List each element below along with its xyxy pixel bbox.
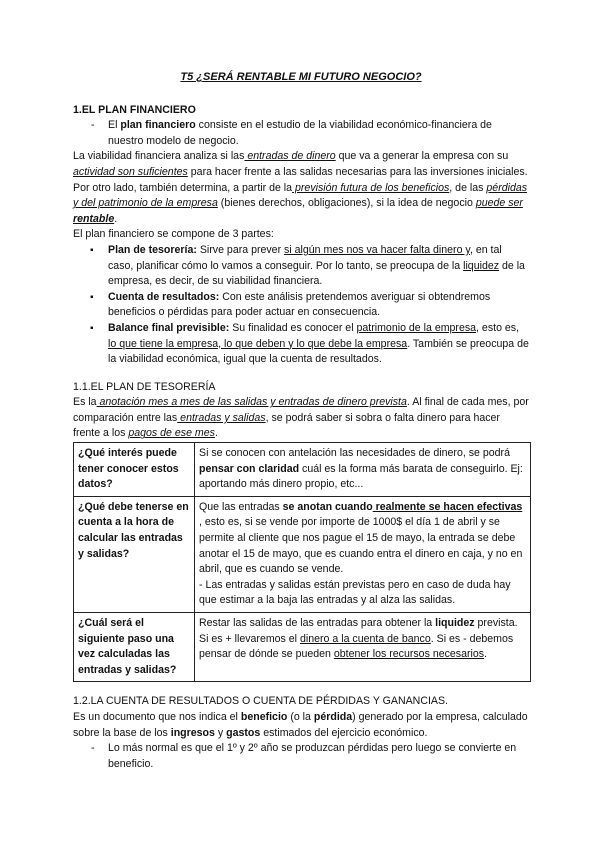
bold-term: Balance final previsible: <box>108 321 230 334</box>
underlined-text: obtener los recursos necesarios <box>333 648 485 661</box>
bold-term: se anotan cuando <box>282 500 373 513</box>
underlined-text: liquidez <box>463 259 500 272</box>
bold-term: Cuenta de resultados: <box>108 290 220 303</box>
bold-term: beneficio <box>240 710 288 723</box>
underlined-text: realmente se hacen efectivas <box>372 500 523 513</box>
list-item <box>108 290 529 321</box>
underlined-text: puede ser <box>475 197 523 210</box>
text: Con este análisis pretendemos averiguar si obtendremos beneficios o pérdidas para poder actuar en consecuencia. <box>108 290 491 319</box>
text: (o la <box>287 710 314 723</box>
parts-list <box>73 243 529 368</box>
section-1-2-heading: 1.2.LA CUENTA DE RESULTADOS O CUENTA DE PÉRDIDAS Y GANANCIAS. <box>73 695 448 708</box>
section-1-2-bullets <box>73 741 529 772</box>
table-row <box>74 496 531 612</box>
text: para hacer frente a las salidas necesarias para las inversiones iniciales. <box>187 165 528 178</box>
text: . Al final de cada mes, por comparación entre las <box>73 396 529 424</box>
text: y <box>214 726 227 739</box>
paragraph <box>73 395 529 442</box>
text: . <box>484 648 487 661</box>
text: prevista. Si es + llevaremos el <box>199 617 518 645</box>
text: Restar las salidas de las entradas para obtener la <box>199 617 436 629</box>
underlined-text: dinero a la cuenta de banco <box>299 632 431 645</box>
bold-term: pensar con claridad <box>199 462 300 475</box>
paragraph <box>73 710 529 741</box>
underlined-text: lo que tiene la empresa, lo que deben y lo que debe la empresa <box>108 337 408 350</box>
page-title: T5 ¿SERÁ RENTABLE MI FUTURO NEGOCIO? <box>180 71 422 83</box>
underlined-text: patrimonio de la empresa <box>356 321 477 334</box>
paragraph <box>73 149 529 180</box>
underlined-text: actividad son suficientes <box>73 165 188 178</box>
text: , de las <box>449 181 487 194</box>
list-item <box>108 243 529 290</box>
text: ) generado por la empresa, calculado sobre la base de los <box>73 710 528 739</box>
section-1-1-heading: 1.1.EL PLAN DE TESORERÍA <box>73 380 216 393</box>
text: , esto es, si se vende por importe de 1000$ el día 1 de abril y se permite al cliente que nos pague el 15 de mayo, la entrada se debe anotar el 15 de mayo, que es cuando entra el dinero en caja, y no en abril, que es cuando se vende. <box>199 516 523 576</box>
table-question: ¿Qué debe tenerse en cuenta a la hora de calcular las entradas y salidas? <box>74 496 195 612</box>
bold-term: plan financiero <box>120 119 196 132</box>
text: . Si es - debemos pensar de dónde se pueden <box>199 632 514 661</box>
text: , en tal caso, planificar cómo lo vamos a conseguir. Por lo tanto, se preocupa de la <box>108 243 502 272</box>
text: Sirve para prever <box>196 243 285 256</box>
text: cuál es la forma más barata de conseguirlo. Ej: aportando más dinero propio, etc... <box>199 462 523 491</box>
underlined-text: pagos de ese mes <box>128 427 215 440</box>
document-page <box>73 70 529 772</box>
table-answer <box>195 496 531 612</box>
text: , esto es, <box>476 321 520 334</box>
underlined-text: anotación mes a mes de las salidas y entradas de dinero prevista <box>96 396 407 409</box>
bold-term: Plan de tesorería: <box>108 243 197 256</box>
text: Por otro lado, también determina, a partir de la <box>73 181 293 194</box>
list-item <box>108 321 529 368</box>
table-row <box>74 613 531 682</box>
underlined-text: pérdidas y del patrimonio de la empresa <box>73 181 528 210</box>
bold-term: ingresos <box>170 726 215 739</box>
text: que va a generar la empresa con su <box>335 150 509 163</box>
table-question: ¿Cuál será el siguiente paso una vez calculadas las entradas y salidas? <box>74 613 195 682</box>
text: consiste en el estudio de la viabilidad económico-financiera de nuestro modelo de negocio. <box>108 119 492 147</box>
text: de la empresa, es decir, de su viabilidad financiera. <box>108 259 525 288</box>
text: . <box>114 212 118 225</box>
list-item: - Lo más normal es que el 1º y 2º año se produzcan pérdidas pero luego se convierte en beneficio. <box>108 741 529 772</box>
section-1-bullets <box>73 118 529 149</box>
text: estimados del ejercicio económico. <box>260 726 428 739</box>
underlined-text: entradas y salidas <box>177 411 266 424</box>
underlined-text: entradas de dinero <box>244 150 336 163</box>
paragraph <box>73 181 529 228</box>
underlined-text: previsión futura de los beneficios <box>292 181 450 194</box>
section-1-heading: 1.EL PLAN FINANCIERO <box>73 103 196 116</box>
list-item <box>108 118 529 149</box>
text: . También se preocupa de la viabilidad económica, igual que la cuenta de resultados. <box>108 337 529 366</box>
paragraph: El plan financiero se compone de 3 partes: <box>73 228 274 241</box>
tesoreria-table <box>73 442 531 682</box>
table-answer <box>195 443 531 497</box>
bold-term: gastos <box>226 726 261 739</box>
text: , se podrá saber si sobra o falta dinero para hacer frente a los <box>73 411 500 440</box>
underlined-text: rentable <box>73 212 115 225</box>
text: Que las entradas <box>199 500 283 513</box>
underlined-text: si algún mes nos va hacer falta dinero y <box>284 243 470 256</box>
table-answer <box>195 613 531 682</box>
text: El <box>108 119 121 132</box>
text: La viabilidad financiera analiza si las <box>73 150 245 163</box>
text: Si se conocen con antelación las necesidades de dinero, se podrá <box>199 447 510 460</box>
table-row <box>74 443 531 497</box>
bold-term: pérdida <box>313 710 353 723</box>
text: (bienes derechos, obligaciones), si la idea de negocio <box>217 197 476 210</box>
text: - Las entradas y salidas están previstas pero en caso de duda hay que estimar a la baja las entradas y al alza las salidas. <box>199 578 511 607</box>
text: Es la <box>73 396 97 409</box>
text: Es un documento que nos indica el <box>73 710 241 723</box>
table-question: ¿Qué interés puede tener conocer estos datos? <box>74 443 195 497</box>
bold-term: liquidez <box>435 617 475 629</box>
text: Su finalidad es conocer el <box>229 321 357 334</box>
text: . <box>214 427 218 440</box>
